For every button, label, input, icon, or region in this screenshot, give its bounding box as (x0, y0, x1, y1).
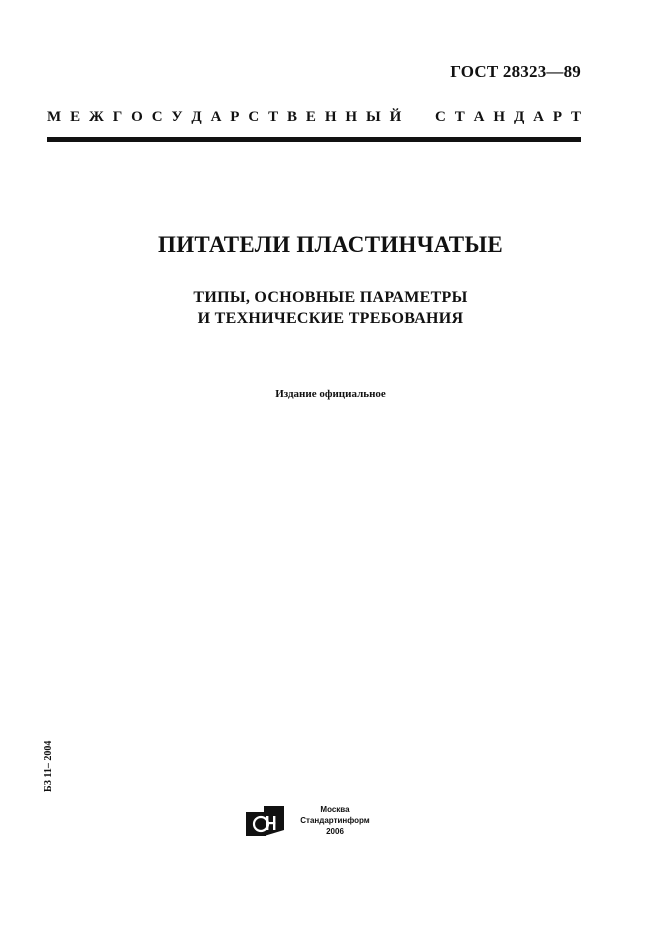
banner-word-2-letter: А (473, 109, 485, 125)
banner-word-1-letter: Е (305, 109, 316, 125)
publisher-imprint (290, 804, 380, 837)
banner-word-1-letter: Г (112, 109, 123, 125)
banner-word-2-letter: Р (552, 109, 563, 125)
banner-word-2-letter: Д (513, 109, 525, 125)
banner-word-1-letter: В (287, 109, 298, 125)
banner-word-1-letter: Е (70, 109, 81, 125)
banner-word-1-letter: А (210, 109, 222, 125)
banner-word-1-letter: Д (191, 109, 202, 125)
standartinform-logo-icon (246, 806, 284, 836)
document-subtitle (0, 287, 661, 329)
side-code: БЗ 11– 2004 (43, 740, 54, 792)
subtitle-line-1: ТИПЫ, ОСНОВНЫЕ ПАРАМЕТРЫ (193, 289, 468, 306)
banner-word-2-letter: Т (570, 109, 581, 125)
banner-word-1-letter: С (151, 109, 163, 125)
banner-word-2-letter: Н (493, 109, 506, 125)
banner-word-2-letter: С (435, 109, 446, 125)
banner-word-1-letter: О (131, 109, 143, 125)
banner-word-1-letter: Т (268, 109, 279, 125)
banner-word-1-letter: У (171, 109, 183, 125)
standard-number: ГОСТ 28323—89 (450, 62, 581, 81)
standard-banner (47, 108, 581, 126)
header-rule (47, 137, 581, 142)
banner-word-1-letter: Н (324, 109, 337, 125)
banner-word-1-letter: Ы (365, 109, 381, 125)
edition-label: Издание официальное (275, 388, 386, 400)
publisher-year: 2006 (326, 827, 344, 836)
banner-word-1-letter: Н (345, 109, 358, 125)
publisher-name: Стандартинформ (300, 816, 370, 825)
banner-word-1-letter: С (248, 109, 260, 125)
publisher-city: Москва (320, 805, 350, 814)
banner-word-gap (410, 108, 426, 126)
banner-word-1-letter: Ж (88, 109, 104, 125)
document-title: ПИТАТЕЛИ ПЛАСТИНЧАТЫЕ (158, 232, 503, 257)
banner-word-1-letter: М (47, 109, 62, 125)
banner-word-1-letter: Р (230, 109, 240, 125)
banner-word-2-letter: А (533, 109, 545, 125)
subtitle-line-2: И ТЕХНИЧЕСКИЕ ТРЕБОВАНИЯ (197, 310, 464, 327)
banner-word-1-letter: Й (389, 109, 402, 125)
banner-word-2-letter: Т (454, 109, 465, 125)
